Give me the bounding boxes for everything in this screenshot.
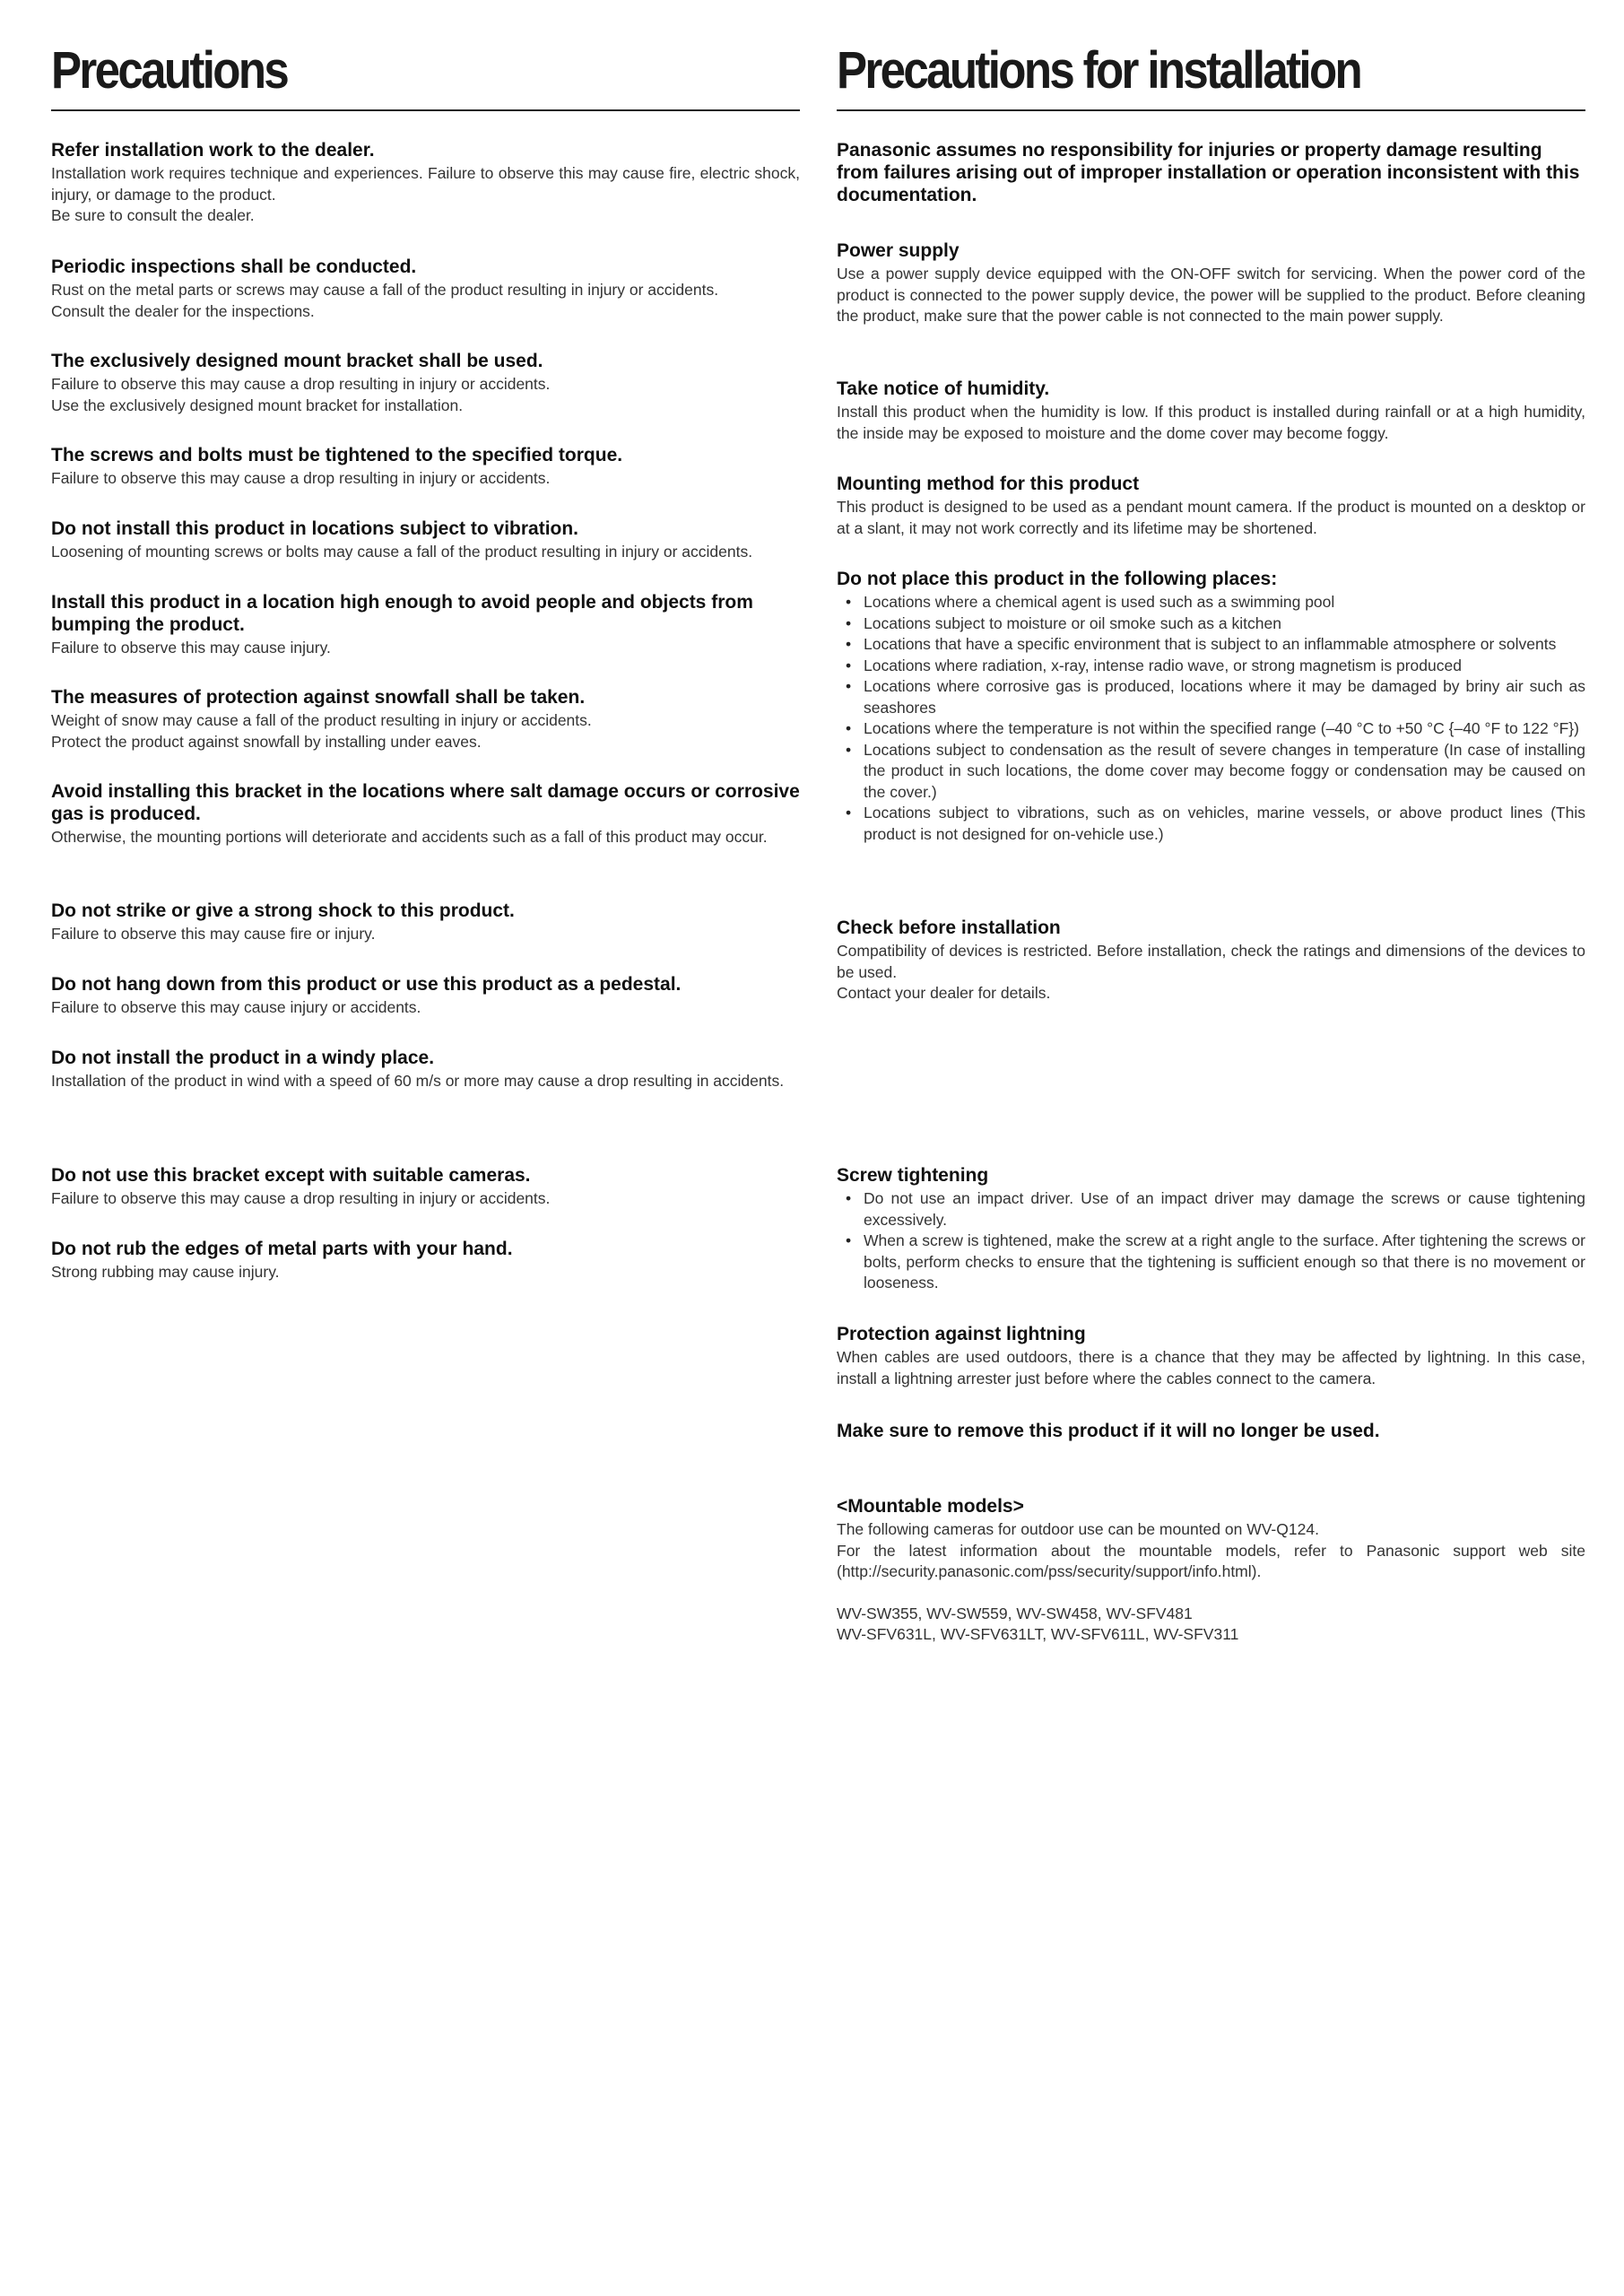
section-location-high: [51, 591, 800, 659]
section-text: Failure to observe this may cause injury.: [51, 639, 331, 657]
section-refer-dealer: [51, 139, 800, 227]
section-text: Failure to observe this may cause injury or accidents.: [51, 998, 421, 1016]
section-heading: Power supply: [837, 240, 960, 261]
list-item: • Locations subject to moisture or oil smoke such as a kitchen: [837, 613, 1585, 635]
right-column: [837, 41, 1585, 111]
section-heading: Protection against lightning: [837, 1324, 1086, 1344]
section-windy-place: [51, 1047, 800, 1092]
section-disclaimer: [837, 139, 1585, 206]
section-heading: Do not rub the edges of metal parts with your hand.: [51, 1239, 513, 1259]
section-heading: Do not use this bracket except with suitable cameras.: [51, 1165, 531, 1186]
list-item: • Do not use an impact driver. Use of an impact driver may damage the screws or cause tightening excessively.: [837, 1188, 1585, 1231]
section-heading: Do not place this product in the following places:: [837, 569, 1278, 589]
section-screws-torque: [51, 444, 800, 490]
section-heading: Do not strike or give a strong shock to this product.: [51, 900, 515, 921]
section-text: Rust on the metal parts or screws may cause a fall of the product resulting in injury or accidents.: [51, 281, 719, 299]
section-text: Use a power supply device equipped with the ON-OFF switch for servicing. When the power cord of the product is connected to the power supply device, the power will be supplied to the product. Before cleaning the product, make sure that the power cable is not connected to the main power supply.: [837, 265, 1585, 325]
section-text: When cables are used outdoors, there is a chance that they may be affected by lightning. In this case, install a lightning arrester just before where the cables connect to the camera.: [837, 1348, 1585, 1387]
list-item: • Locations subject to vibrations, such as on vehicles, marine vessels, or above product lines (This product is not designed for on-vehicle use.): [837, 803, 1585, 845]
section-text: Installation work requires technique and experiences. Failure to observe this may cause fire, electric shock, injury, or damage to the product.: [51, 164, 800, 204]
section-text: Failure to observe this may cause a drop resulting in injury or accidents.: [51, 469, 551, 487]
section-mount-bracket: [51, 350, 800, 416]
disclaimer-text: Panasonic assumes no responsibility for injuries or property damage resulting from failures arising out of improper installation or operation inconsistent with this documentation.: [837, 140, 1580, 205]
section-suitable-cameras: [51, 1164, 800, 1210]
section-heading: Periodic inspections shall be conducted.: [51, 257, 417, 277]
section-do-not-place: [837, 568, 1585, 845]
list-item: • Locations where the temperature is not within the specified range (–40 °C to +50 °C {–40 °F to 122 °F}): [837, 718, 1585, 740]
section-heading: Screw tightening: [837, 1165, 989, 1186]
section-heading: Make sure to remove this product if it will no longer be used.: [837, 1421, 1380, 1441]
section-text: Weight of snow may cause a fall of the product resulting in injury or accidents.: [51, 711, 592, 729]
list-item: • Locations that have a specific environment that is subject to an inflammable atmosphere or solvents: [837, 634, 1585, 656]
section-heading: Check before installation: [837, 918, 1061, 938]
section-text: Installation of the product in wind with a speed of 60 m/s or more may cause a drop resulting in accidents.: [51, 1072, 785, 1090]
section-rub-edges: [51, 1238, 800, 1283]
page-title-precautions: Precautions: [51, 41, 288, 100]
left-column: [51, 41, 800, 111]
section-text: This product is designed to be used as a pendant mount camera. If the product is mounted on a desktop or at a slant, it may not work correctly and its lifetime may be shortened.: [837, 498, 1585, 537]
list-item: • Locations where radiation, x-ray, intense radio wave, or strong magnetism is produced: [837, 656, 1585, 677]
title-divider: [837, 109, 1585, 111]
section-heading: Do not install this product in locations subject to vibration.: [51, 518, 579, 539]
section-lightning: [837, 1323, 1585, 1389]
section-text: Failure to observe this may cause a drop resulting in injury or accidents.: [51, 375, 551, 393]
section-heading: Refer installation work to the dealer.: [51, 140, 375, 161]
section-heading: Take notice of humidity.: [837, 378, 1050, 399]
section-heading: The screws and bolts must be tightened to the specified torque.: [51, 445, 623, 465]
section-heading: Do not hang down from this product or use this product as a pedestal.: [51, 974, 682, 995]
section-text: Contact your dealer for details.: [837, 984, 1051, 1002]
section-heading: <Mountable models>: [837, 1496, 1024, 1517]
section-mountable-models: [837, 1495, 1585, 1646]
section-hang-down: [51, 973, 800, 1019]
list-item: • Locations where a chemical agent is used such as a swimming pool: [837, 592, 1585, 613]
screw-list: [837, 1188, 1585, 1294]
section-text: Loosening of mounting screws or bolts may cause a fall of the product resulting in injury or accidents.: [51, 543, 753, 561]
list-item: • Locations subject to condensation as the result of severe changes in temperature (In case of installing the product in such locations, the dome cover may become foggy or condensation may be caused on the cover.): [837, 740, 1585, 804]
section-text: Install this product when the humidity is low. If this product is installed during rainfall or at a high humidity, the inside may be exposed to moisture and the dome cover may become foggy.: [837, 403, 1585, 442]
section-mounting-method: [837, 473, 1585, 539]
section-text: Otherwise, the mounting portions will deteriorate and accidents such as a fall of this product may occur.: [51, 828, 768, 846]
section-text: Be sure to consult the dealer.: [51, 206, 255, 224]
section-remove-product: [837, 1420, 1585, 1442]
section-heading: The measures of protection against snowfall shall be taken.: [51, 687, 586, 708]
section-text: Failure to observe this may cause fire or injury.: [51, 925, 376, 943]
section-screw-tightening: [837, 1164, 1585, 1294]
section-periodic-inspections: [51, 256, 800, 322]
section-salt-damage: [51, 780, 800, 848]
section-check-before: [837, 917, 1585, 1004]
section-heading: Install this product in a location high enough to avoid people and objects from bumping the product.: [51, 592, 753, 635]
page-title-installation: Precautions for installation: [837, 41, 1361, 100]
section-text: Failure to observe this may cause a drop resulting in injury or accidents.: [51, 1189, 551, 1207]
title-divider: [51, 109, 800, 111]
section-text: Use the exclusively designed mount bracket for installation.: [51, 396, 464, 414]
section-text: The following cameras for outdoor use can be mounted on WV-Q124.: [837, 1520, 1319, 1538]
section-heading: Do not install the product in a windy place.: [51, 1048, 435, 1068]
section-humidity: [837, 378, 1585, 444]
model-list: WV-SFV631L, WV-SFV631LT, WV-SFV611L, WV-SFV311: [837, 1625, 1239, 1643]
section-power-supply: [837, 239, 1585, 327]
section-text: For the latest information about the mountable models, refer to Panasonic support web site (http://security.panasonic.com/pss/security/support/info.html).: [837, 1541, 1585, 1580]
section-text: Strong rubbing may cause injury.: [51, 1263, 280, 1281]
section-heading: Mounting method for this product: [837, 474, 1140, 494]
section-strong-shock: [51, 900, 800, 945]
section-text: Consult the dealer for the inspections.: [51, 301, 315, 320]
section-snowfall: [51, 686, 800, 752]
section-heading: The exclusively designed mount bracket shall be used.: [51, 351, 543, 371]
list-item: • Locations where corrosive gas is produced, locations where it may be damaged by briny air such as seashores: [837, 676, 1585, 718]
section-heading: Avoid installing this bracket in the locations where salt damage occurs or corrosive gas is produced.: [51, 781, 800, 824]
places-list: [837, 592, 1585, 845]
model-list: WV-SW355, WV-SW559, WV-SW458, WV-SFV481: [837, 1604, 1193, 1622]
section-vibration: [51, 517, 800, 563]
list-item: • When a screw is tightened, make the screw at a right angle to the surface. After tightening the screws or bolts, perform checks to ensure that the tightening is sufficient enough so that there is no movement or looseness.: [837, 1231, 1585, 1294]
section-text: Compatibility of devices is restricted. Before installation, check the ratings and dimensions of the devices to be used.: [837, 942, 1585, 981]
section-text: Protect the product against snowfall by installing under eaves.: [51, 732, 482, 751]
